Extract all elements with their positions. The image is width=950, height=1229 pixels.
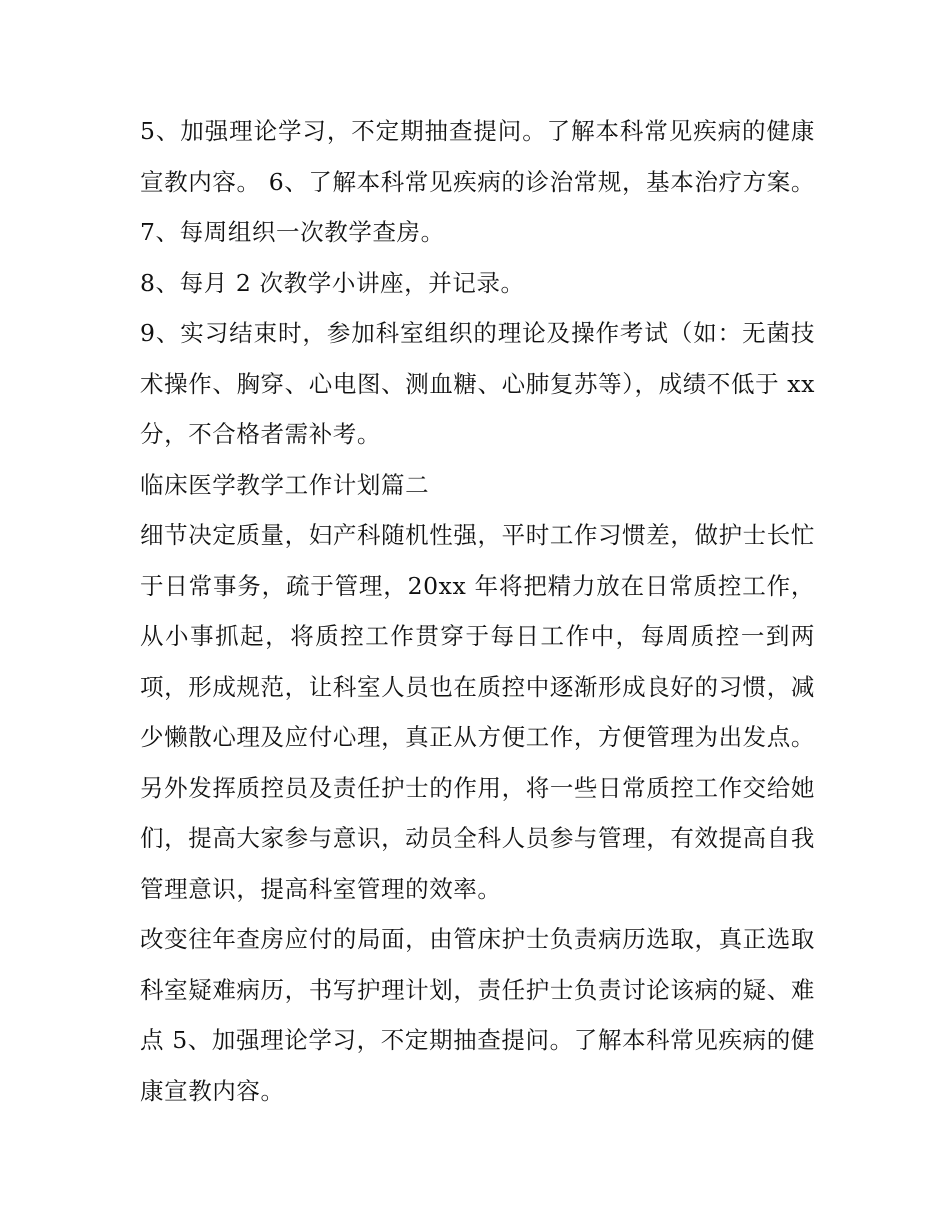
paragraph-ward-rounds: 改变往年查房应付的局面，由管床护士负责病历选取，真正选取科室疑难病历，书写护理计划，责任护士负责讨论该病的疑、难点 5、加强理论学习，不定期抽查提问。了解本科常见疾病的健康宣教内容。 bbox=[140, 925, 815, 1105]
paragraph-quality-control: 细节决定质量，妇产科随机性强，平时工作习惯差，做护士长忙于日常事务，疏于管理，20xx 年将把精力放在日常质控工作，从小事抓起，将质控工作贯穿于每日工作中，每周质控一到两项，形成规范，让科室人员也在质控中逐渐形成良好的习惯，减少懒散心理及应付心理，真正从方便工作，方便管理为出发点。另外发挥质控员及责任护士的作用，将一些日常质控工作交给她们，提高大家参与意识，动员全科人员参与管理，有效提高自我管理意识，提高科室管理的效率。 bbox=[140, 521, 815, 903]
paragraph-item-5-7: 5、加强理论学习，不定期抽查提问。了解本科常见疾病的健康宣教内容。 6、了解本科常见疾病的诊治常规，基本治疗方案。 7、每周组织一次教学查房。 bbox=[140, 117, 815, 246]
paragraph-item-9: 9、实习结束时，参加科室组织的理论及操作考试（如：无菌技术操作、胸穿、心电图、测血糖、心肺复苏等），成绩不低于 xx 分，不合格者需补考。 bbox=[140, 319, 815, 448]
paragraph-item-8: 8、每月 2 次教学小讲座，并记录。 bbox=[140, 268, 525, 297]
document-body bbox=[140, 106, 815, 1116]
section-heading: 临床医学教学工作计划篇二 bbox=[140, 470, 430, 499]
